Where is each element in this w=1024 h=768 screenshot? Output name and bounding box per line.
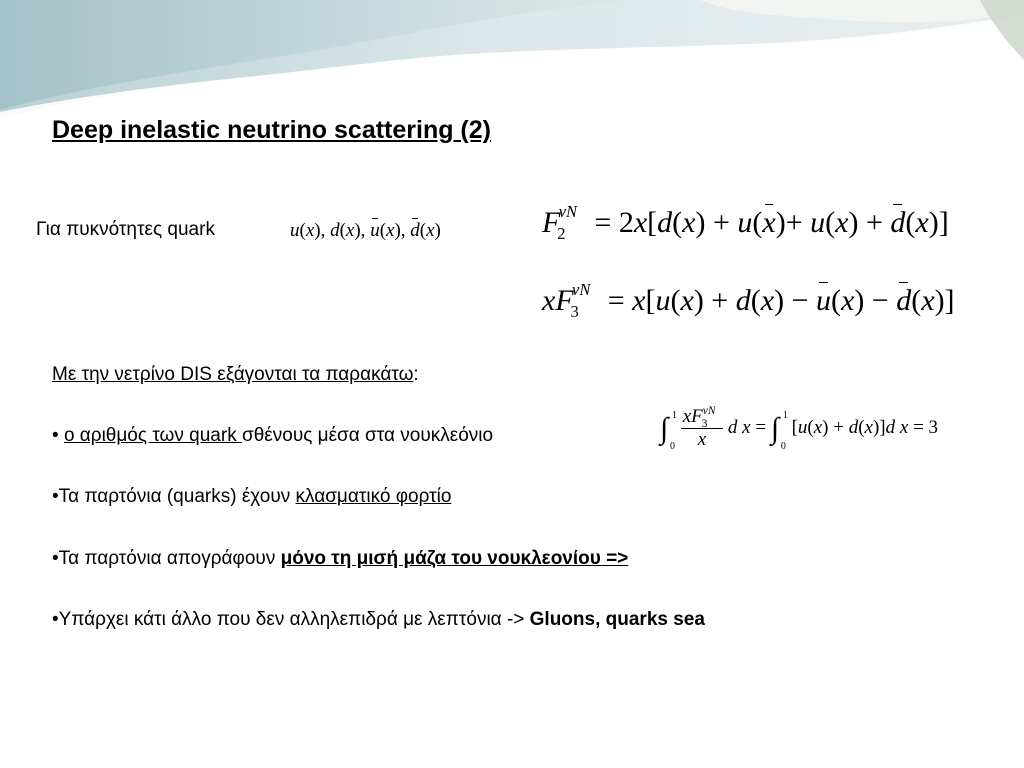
bullet-valence-quarks [52, 425, 493, 447]
bullet-marker: • [52, 548, 59, 569]
bullet-marker: • [52, 425, 59, 446]
bullet-underlined-text: ο αριθμός των quark [63, 425, 242, 446]
bullet-half-mass [52, 548, 628, 570]
bullet-gluons [52, 609, 705, 631]
bullet-marker: • [52, 486, 59, 507]
bullet-text: Υπάρχει κάτι άλλο που δεν αλληλεπιδρά με λεπτόνια -> [58, 609, 530, 630]
densities-expression: u(x), d(x), u(x), d(x) [290, 220, 441, 241]
bullet-underlined-text: κλασματικό φορτίο [295, 486, 452, 507]
bullet-text: Τα παρτόνια (quarks) έχουν [58, 486, 296, 507]
intro-text: Με την νετρίνο DIS εξάγονται τα παρακάτω [52, 364, 414, 385]
bullet-fractional-charge [52, 486, 451, 508]
intro-line [52, 364, 419, 386]
xf3-equation: $xF^{vN}_3 = x[u(x) + d(x) - u(x) - d(x)]$ [542, 280, 955, 322]
bullet-emphasis: μόνο τη μισή μάζα του νουκλεονίου => [280, 548, 629, 569]
bullet-emphasis: Gluons, quarks sea [529, 609, 705, 630]
bullet-text: σθένους μέσα στα νουκλεόνιο [241, 425, 494, 446]
densities-label: Για πυκνότητες quark [36, 219, 215, 240]
slide-title: Deep inelastic neutrino scattering (2) [52, 116, 491, 144]
intro-colon: : [413, 364, 419, 385]
integral-equation: ∫ 1 0 $\frac{xF^{vN}_3}{x}$ d x = ∫ 1 0 [u(x) + d(x)]d x = 3 [660, 405, 939, 452]
bullet-marker: • [52, 609, 59, 630]
header-wave-banner [0, 0, 1024, 130]
bullet-text: Τα παρτόνια απογράφουν [58, 548, 281, 569]
f2-equation: $F^{vN}_2 = 2x[d(x) + u(x)+ u(x) + d(x)]$ [542, 202, 949, 244]
